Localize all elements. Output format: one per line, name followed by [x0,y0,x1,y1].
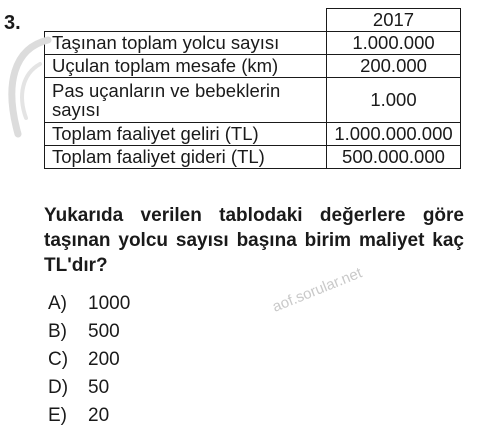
option-b[interactable] [48,318,130,346]
row-label: Pas uçanların ve bebeklerin sayısı [45,78,327,123]
table-row [45,78,461,123]
option-letter: B) [48,321,67,342]
row-value: 200.000 [327,55,461,78]
data-table [44,8,461,169]
table-header-blank [45,9,327,32]
option-d[interactable] [48,374,130,402]
option-value: 1000 [88,293,131,314]
row-value: 1.000.000 [327,32,461,55]
row-label: Toplam faaliyet gideri (TL) [45,146,327,169]
option-e[interactable] [48,402,130,430]
answer-options [48,290,130,430]
table-header-year: 2017 [327,9,461,32]
row-value: 500.000.000 [327,146,461,169]
option-letter: A) [48,293,67,314]
option-value: 500 [88,321,120,342]
table-row [45,146,461,169]
option-letter: D) [48,377,69,398]
row-label: Taşınan toplam yolcu sayısı [45,32,327,55]
option-letter: E) [48,405,67,426]
table-header-row [45,9,461,32]
watermark-logo [0,34,54,144]
option-letter: C) [48,349,69,370]
table-row [45,55,461,78]
row-label: Uçulan toplam mesafe (km) [45,55,327,78]
watermark-diagonal: aof.sorular.net [270,264,365,316]
question-text: Yukarıda verilen tablodaki değerlere göre taşınan yolcu sayısı başına birim maliyet kaç TL'dır? [44,205,464,276]
row-label: Toplam faaliyet geliri (TL) [45,123,327,146]
option-value: 50 [88,377,110,398]
question-number: 3. [4,12,21,34]
table-row [45,123,461,146]
option-value: 200 [88,349,120,370]
row-value: 1.000 [327,78,461,123]
row-value: 1.000.000.000 [327,123,461,146]
option-c[interactable] [48,346,130,374]
option-value: 20 [88,405,110,426]
option-a[interactable] [48,290,130,318]
table-row [45,32,461,55]
